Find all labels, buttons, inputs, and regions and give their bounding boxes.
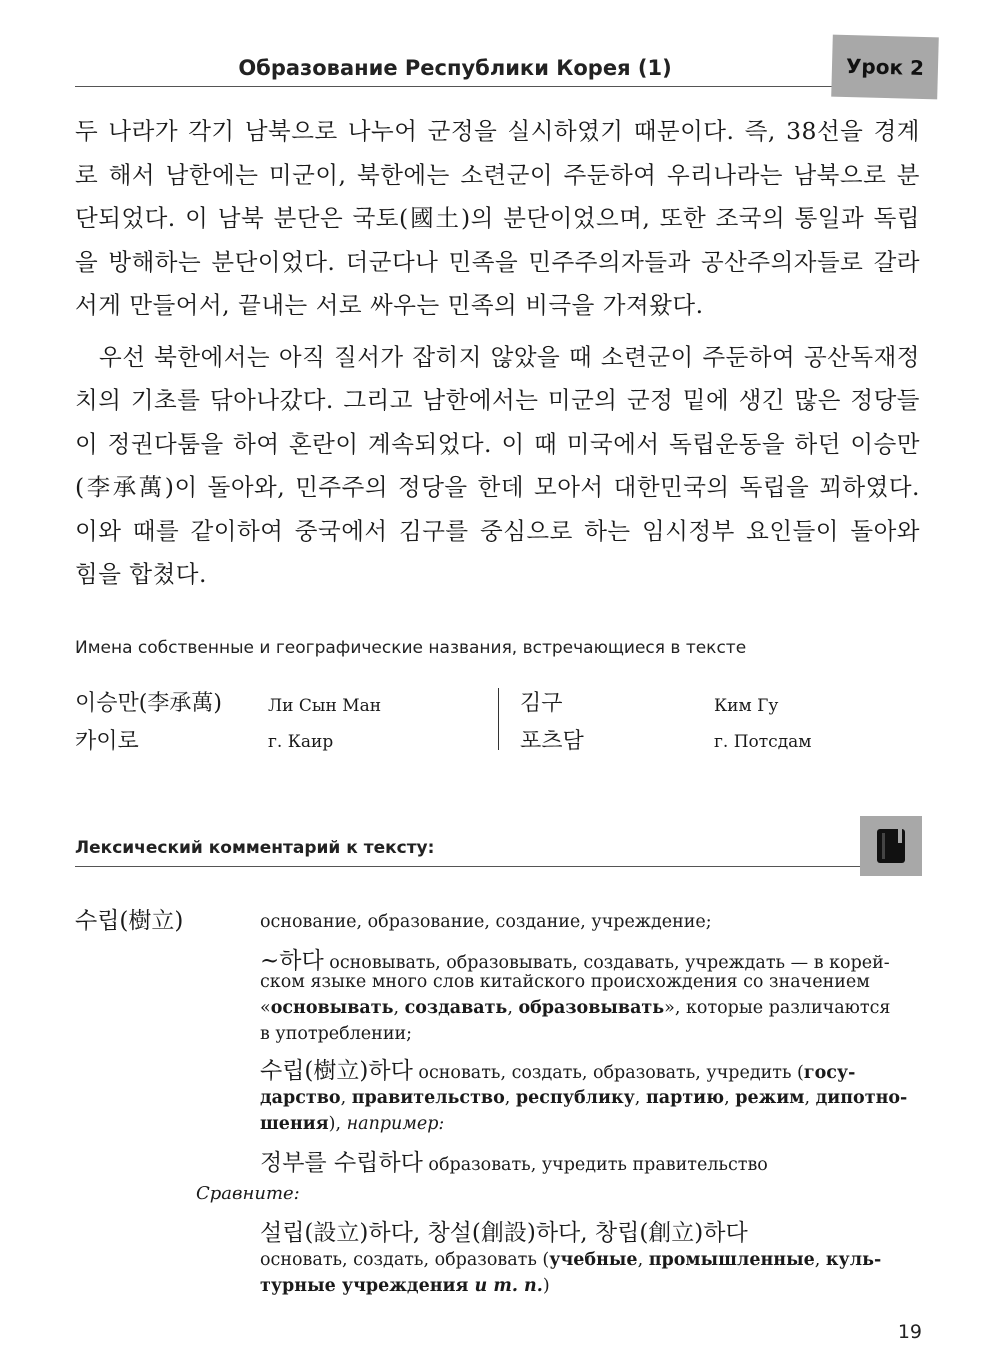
lex-def-2-line-a xyxy=(260,942,890,975)
lex-naprimer: например: xyxy=(346,1114,445,1134)
lex-ko-compare: 설립(設立)하다, 창설(創設)하다, 창립(創立)하다 xyxy=(260,1220,748,1246)
lex-def-5-a: основать, создать, образовать ( xyxy=(260,1250,550,1270)
lex-itp: и т. п. xyxy=(468,1276,543,1296)
name-ko-4: 포츠담 xyxy=(520,729,584,754)
lex-bold-sozdavat: создавать xyxy=(404,998,508,1018)
lex-bold-turnye: турные учреждения xyxy=(260,1276,469,1296)
lex-bold-partiyu: партию xyxy=(645,1088,725,1108)
name-ru-1: Ли Сын Ман xyxy=(268,696,382,716)
lex-bold-obrazovyvat: образовывать xyxy=(518,998,665,1018)
lex-sep-7: , xyxy=(814,1250,826,1270)
lex-def-3-line-b xyxy=(260,1088,907,1108)
lex-sep-3: , xyxy=(634,1088,646,1108)
lex-def-5-line-a xyxy=(260,1250,881,1270)
lex-bold-promyshlennye: промышленные xyxy=(648,1250,815,1270)
lex-bold-sheniya: шения xyxy=(260,1114,329,1134)
lex-bold-gosu: госу- xyxy=(803,1063,856,1083)
lex-def-2-rest: », которые различаются xyxy=(664,998,891,1018)
lex-sep-6: , xyxy=(637,1250,649,1270)
lex-def-4-line xyxy=(260,1144,768,1177)
page-number: 19 xyxy=(897,1321,922,1343)
name-ru-3: Ким Гу xyxy=(714,696,779,716)
lex-ko-hada: ~하다 xyxy=(260,948,324,974)
lex-comma-1: , xyxy=(393,998,405,1018)
lex-bold-rezhim: режим xyxy=(735,1088,805,1108)
name-ru-4: г. Потсдам xyxy=(714,732,812,752)
lexical-word: 수립(樹立) xyxy=(75,908,184,934)
lex-def-2-b: ском языке много слов китайского происхождения со значением xyxy=(260,972,870,992)
lex-bold-uchebnye: учебные xyxy=(549,1250,638,1270)
lex-def-3-line-c xyxy=(260,1114,444,1134)
lex-bold-respubliku: республику xyxy=(515,1088,635,1108)
lex-def-2-a: основывать, образовывать, создавать, учреждать — в корей- xyxy=(329,953,890,973)
lesson-tab: Урок 2 xyxy=(831,35,939,100)
header-rule xyxy=(75,86,840,87)
lex-def-3-line-a xyxy=(260,1052,855,1085)
lex-def-2-c: в употреблении; xyxy=(260,1024,413,1044)
lex-bold-pravitelstvo: правительство xyxy=(351,1088,505,1108)
name-ko-3: 김구 xyxy=(520,691,563,716)
lexical-icon-box xyxy=(860,816,922,876)
korean-paragraph-1: 두 나라가 각기 남북으로 나누어 군정을 실시하였기 때문이다. 즉, 38선을 경계로 해서 남한에는 미군이, 북한에는 소련군이 주둔하여 우리나라는 남북으로 분단되었다. 이 남북 분단은 국토(國土)의 분단이었으며, 또한 조국의 통일과 독립을 방해하는 분단이었다. 더군다나 민족을 민주주의자들과 공산주의자들로 갈라서게 만들어서, 끝내는 서로 싸우는 민족의 비극을 가져왔다. xyxy=(75,117,920,319)
lex-sep-5: , xyxy=(804,1088,816,1108)
lex-def-3-c: ), xyxy=(328,1114,347,1134)
lex-bold-osnovyvat: основывать xyxy=(270,998,394,1018)
lex-def-4: образовать, учредить правительство xyxy=(428,1155,768,1175)
names-heading: Имена собственные и географические названия, встречающиеся в тексте xyxy=(75,638,747,658)
name-ru-2: г. Каир xyxy=(268,732,334,752)
name-ko-1: 이승만(李承萬) xyxy=(75,691,222,716)
lexical-rule xyxy=(75,866,865,867)
korean-text xyxy=(75,110,920,597)
korean-paragraph-2: 우선 북한에서는 아직 질서가 잡히지 않았을 때 소련군이 주둔하여 공산독재정치의 기초를 닦아나갔다. 그리고 남한에서는 미군의 군정 밑에 생긴 많은 정당들이 정권다툼을 하여 혼란이 계속되었다. 이 때 미국에서 독립운동을 하던 이승만(李承萬)이 돌아와, 민주주의 정당을 한데 모아서 대한민국의 독립을 꾀하였다. 이와 때를 같이하여 중국에서 김구를 중심으로 하는 임시정부 요인들이 돌아와 힘을 합쳤다. xyxy=(75,342,920,588)
lex-def-1: основание, образование, создание, учреждение; xyxy=(260,912,712,932)
lex-bold-kul: куль- xyxy=(825,1250,882,1270)
lex-sep-4: , xyxy=(724,1088,736,1108)
lex-quote-open: « xyxy=(260,998,271,1018)
lex-ko-example-1: 수립(樹立)하다 xyxy=(260,1058,413,1084)
header-title: Образование Республики Корея (1) xyxy=(238,56,672,80)
lex-def-2-line-c xyxy=(260,998,890,1018)
names-divider xyxy=(498,688,499,750)
lex-def-3-a: основать, создать, образовать, учредить ( xyxy=(418,1063,804,1083)
lex-ko-example-2: 정부를 수립하다 xyxy=(260,1150,423,1176)
book-icon xyxy=(874,827,908,865)
lex-bold-dipotno: дипотно- xyxy=(815,1088,908,1108)
lex-comma-2: , xyxy=(507,998,519,1018)
lex-def-5-close: ) xyxy=(542,1276,550,1296)
lexical-heading: Лексический комментарий к тексту: xyxy=(75,838,435,858)
lex-def-5-line-b xyxy=(260,1276,550,1296)
lex-sep-2: , xyxy=(504,1088,516,1108)
lex-sep-1: , xyxy=(340,1088,352,1108)
compare-label: Сравните: xyxy=(196,1183,300,1204)
name-ko-2: 카이로 xyxy=(75,729,139,754)
lex-bold-darstvo: дарство xyxy=(260,1088,341,1108)
